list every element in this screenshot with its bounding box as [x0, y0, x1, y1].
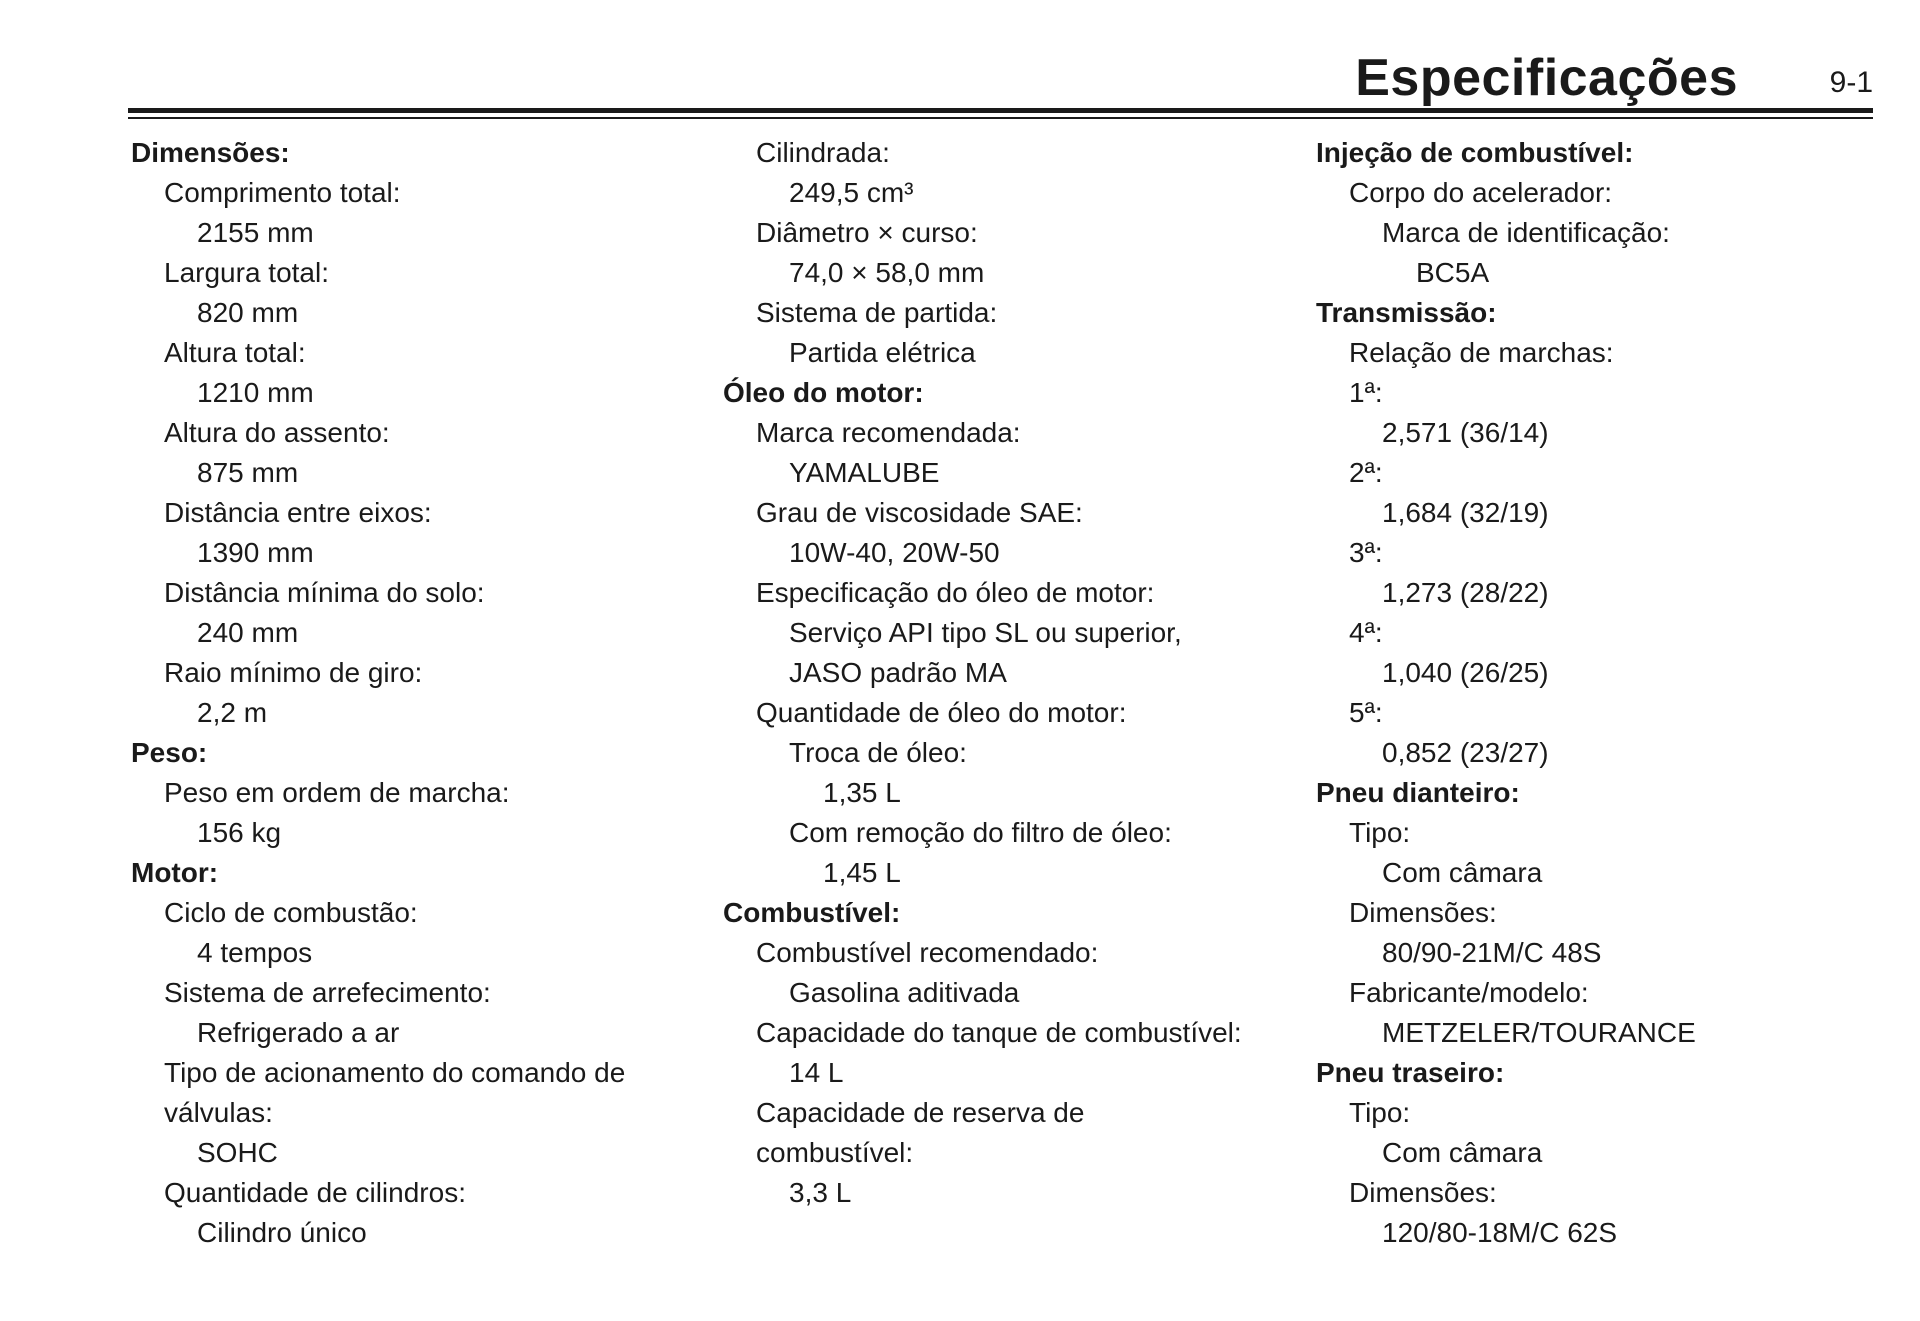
spec-section-heading: Transmissão: — [1316, 297, 1497, 328]
spec-value: Cilindro único — [197, 1217, 367, 1248]
spec-label: Raio mínimo de giro: — [164, 657, 423, 688]
spec-value: 4 tempos — [197, 937, 313, 968]
spec-value: 875 mm — [197, 457, 299, 488]
page-title: Especificações — [1355, 49, 1738, 107]
spec-label: 5ª: — [1349, 697, 1383, 728]
spec-value: 0,852 (23/27) — [1382, 737, 1549, 768]
spec-value: 1,45 L — [823, 857, 901, 888]
spec-label: Combustível recomendado: — [756, 937, 1099, 968]
spec-label: Tipo de acionamento do comando de — [164, 1057, 626, 1088]
spec-value: 1,684 (32/19) — [1382, 497, 1549, 528]
spec-label: Diâmetro × curso: — [756, 217, 978, 248]
spec-value: Gasolina aditivada — [789, 977, 1020, 1008]
spec-label: Altura total: — [164, 337, 306, 368]
spec-label: Fabricante/modelo: — [1349, 977, 1589, 1008]
spec-value: 14 L — [789, 1057, 844, 1088]
spec-value: 156 kg — [197, 817, 282, 848]
spec-value: Troca de óleo: — [789, 737, 967, 768]
spec-label: Quantidade de cilindros: — [164, 1177, 466, 1208]
spec-section-heading: Motor: — [131, 857, 219, 888]
spec-label: Altura do assento: — [164, 417, 390, 448]
spec-label: Relação de marchas: — [1349, 337, 1614, 368]
spec-label: Comprimento total: — [164, 177, 401, 208]
spec-label: Distância entre eixos: — [164, 497, 432, 528]
spec-value: 1,273 (28/22) — [1382, 577, 1549, 608]
spec-label: Capacidade do tanque de combustível: — [756, 1017, 1242, 1048]
spec-value: 1,040 (26/25) — [1382, 657, 1549, 688]
spec-value: METZELER/TOURANCE — [1382, 1017, 1696, 1048]
spec-value: Com câmara — [1382, 857, 1543, 888]
page-header — [128, 44, 1873, 120]
spec-label: 3ª: — [1349, 537, 1383, 568]
spec-label: Peso em ordem de marcha: — [164, 777, 510, 808]
spec-label: válvulas: — [164, 1097, 273, 1128]
spec-value: Partida elétrica — [789, 337, 976, 368]
spec-value: Com câmara — [1382, 1137, 1543, 1168]
header-rule-thick — [128, 108, 1873, 113]
spec-label: Marca recomendada: — [756, 417, 1021, 448]
spec-section-heading: Dimensões: — [131, 137, 290, 168]
spec-value: 2,2 m — [197, 697, 268, 728]
spec-label: Dimensões: — [1349, 1177, 1497, 1208]
spec-label: Tipo: — [1349, 817, 1411, 848]
spec-value: Marca de identificação: — [1382, 217, 1670, 248]
spec-label: 2ª: — [1349, 457, 1383, 488]
spec-section-heading: Pneu dianteiro: — [1316, 777, 1520, 808]
spec-label: Ciclo de combustão: — [164, 897, 418, 928]
spec-value: 2155 mm — [197, 217, 314, 248]
spec-value: Refrigerado a ar — [197, 1017, 400, 1048]
spec-value: 820 mm — [197, 297, 299, 328]
spec-label: combustível: — [756, 1137, 914, 1168]
spec-value: 74,0 × 58,0 mm — [789, 257, 985, 288]
spec-value: 1,35 L — [823, 777, 901, 808]
spec-column-3 — [1316, 133, 1876, 1253]
spec-value: 80/90-21M/C 48S — [1382, 937, 1602, 968]
spec-value: 120/80-18M/C 62S — [1382, 1217, 1618, 1248]
spec-value: Serviço API tipo SL ou superior, — [789, 617, 1182, 648]
spec-section-heading: Injeção de combustível: — [1316, 137, 1634, 168]
spec-section-heading: Peso: — [131, 737, 208, 768]
spec-label: Corpo do acelerador: — [1349, 177, 1613, 208]
spec-column-2 — [723, 133, 1323, 1213]
spec-value: BC5A — [1416, 257, 1490, 288]
spec-label: 1ª: — [1349, 377, 1383, 408]
spec-label: Cilindrada: — [756, 137, 890, 168]
spec-value: 1210 mm — [197, 377, 314, 408]
spec-value: SOHC — [197, 1137, 278, 1168]
spec-value: 2,571 (36/14) — [1382, 417, 1549, 448]
spec-value: 10W-40, 20W-50 — [789, 537, 1000, 568]
spec-label: Capacidade de reserva de — [756, 1097, 1085, 1128]
spec-label: Dimensões: — [1349, 897, 1497, 928]
spec-value: Com remoção do filtro de óleo: — [789, 817, 1172, 848]
spec-label: Grau de viscosidade SAE: — [756, 497, 1083, 528]
spec-section-heading: Óleo do motor: — [723, 377, 924, 408]
spec-label: Tipo: — [1349, 1097, 1411, 1128]
spec-label: Especificação do óleo de motor: — [756, 577, 1155, 608]
spec-column-1 — [131, 133, 691, 1253]
spec-label: Distância mínima do solo: — [164, 577, 485, 608]
spec-section-heading: Pneu traseiro: — [1316, 1057, 1505, 1088]
header-rule-thin — [128, 117, 1873, 119]
spec-value: 1390 mm — [197, 537, 314, 568]
spec-value: 3,3 L — [789, 1177, 852, 1208]
spec-value: JASO padrão MA — [789, 657, 1007, 688]
spec-value: 240 mm — [197, 617, 299, 648]
spec-label: 4ª: — [1349, 617, 1383, 648]
spec-label: Sistema de partida: — [756, 297, 998, 328]
spec-value: YAMALUBE — [789, 457, 940, 488]
spec-value: 249,5 cm³ — [789, 177, 914, 208]
spec-label: Quantidade de óleo do motor: — [756, 697, 1127, 728]
spec-section-heading: Combustível: — [723, 897, 901, 928]
spec-label: Largura total: — [164, 257, 329, 288]
page-number: 9-1 — [1829, 66, 1873, 99]
spec-label: Sistema de arrefecimento: — [164, 977, 491, 1008]
